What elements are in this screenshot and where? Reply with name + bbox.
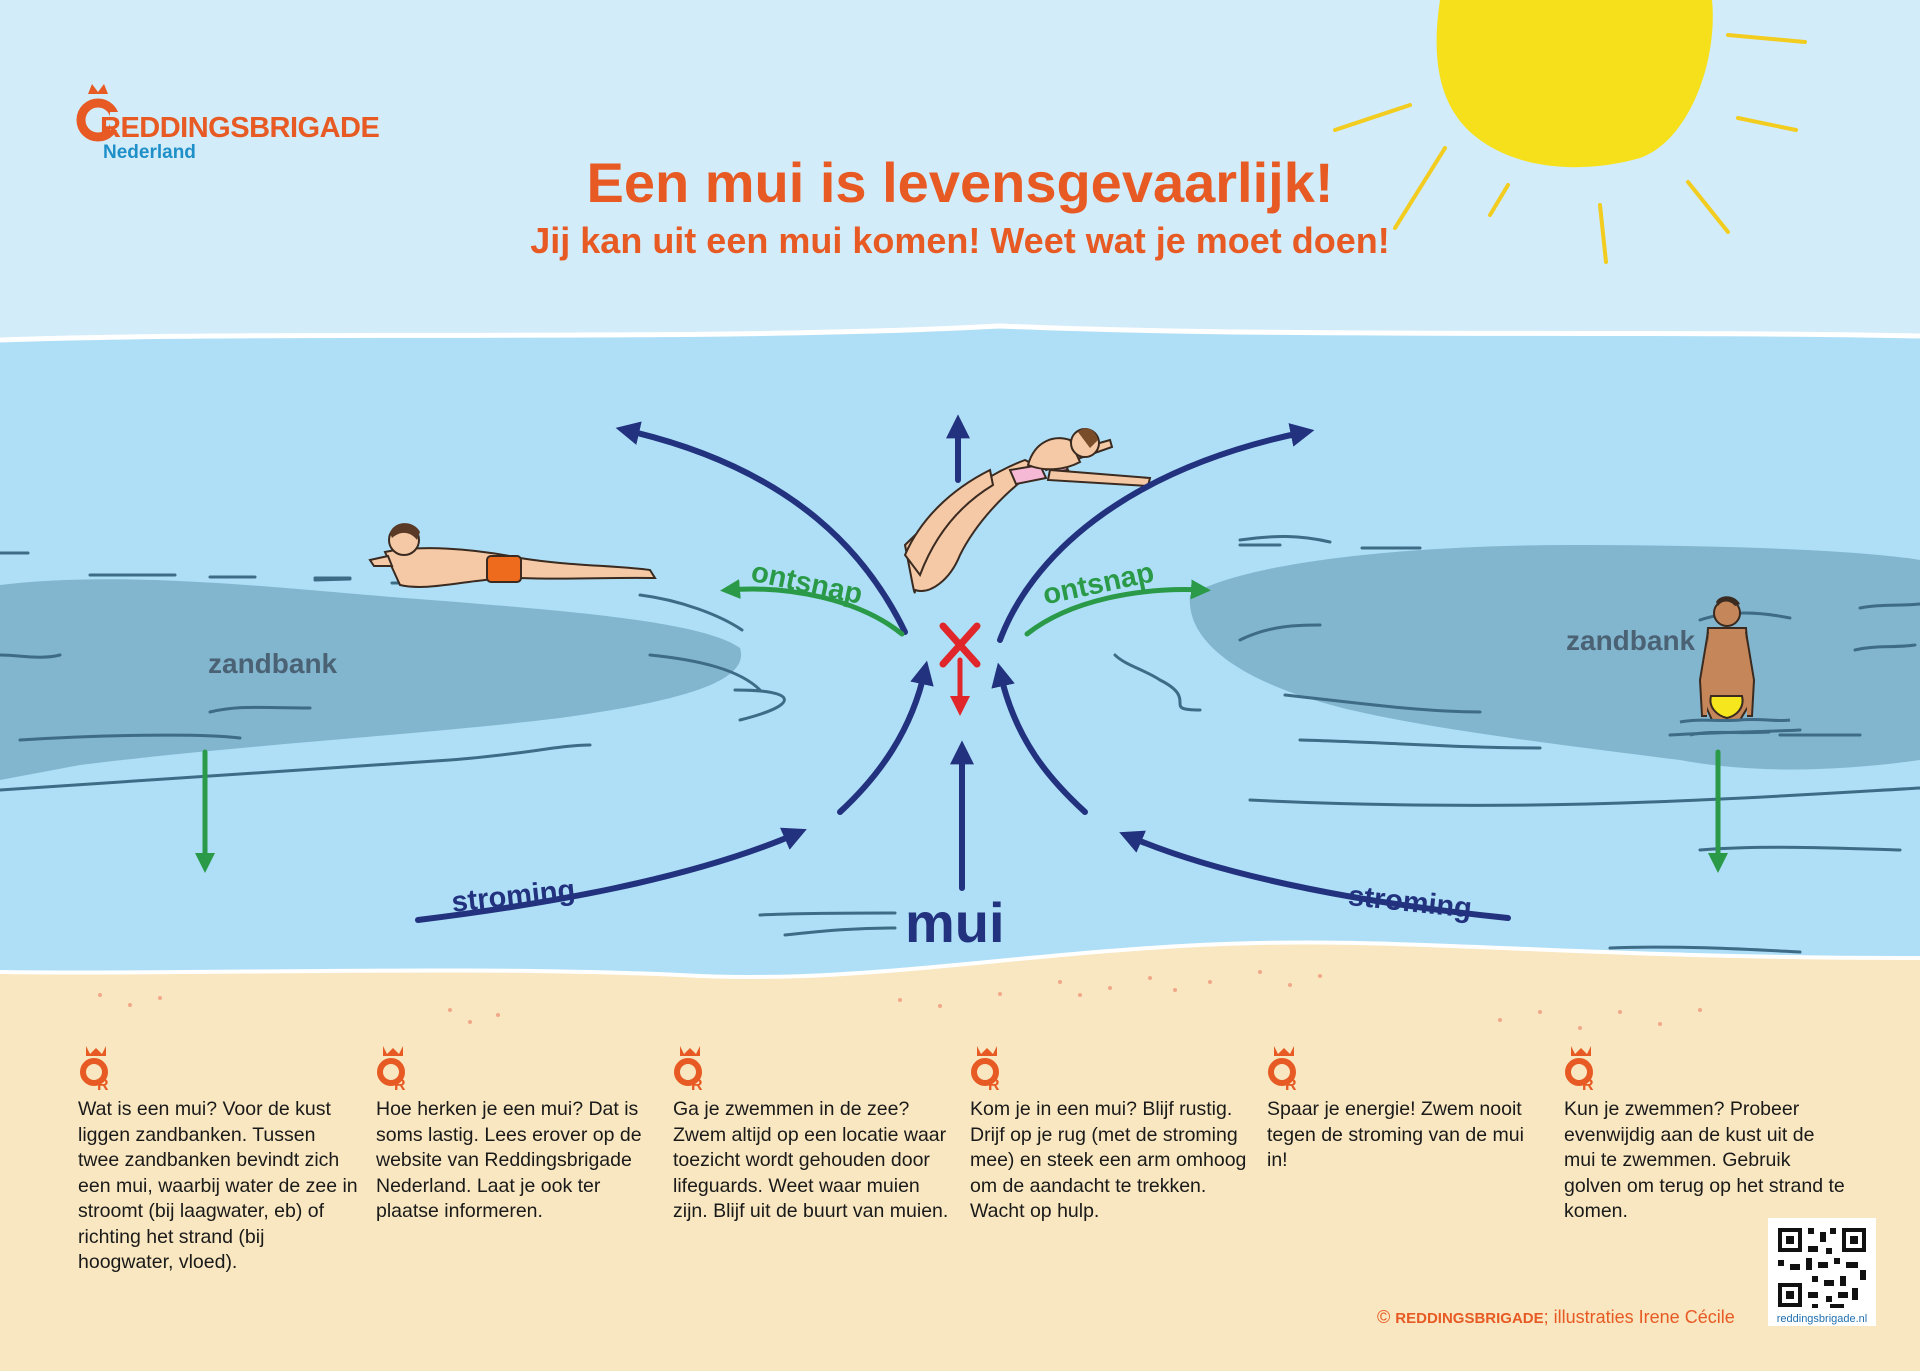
escape-label-right: ontsnap: [1040, 556, 1157, 612]
svg-text:R: R: [394, 1077, 406, 1094]
copyright-symbol: ©: [1377, 1307, 1391, 1327]
info-text: Hoe herken je een mui? Dat is soms lastig. Lees erover op de website van Reddingsbrigade Nederland. Laat je ook ter plaatse informeren.: [376, 1098, 642, 1222]
info-block-6: [1564, 1045, 1846, 1225]
escape-label-left: ontsnap: [748, 556, 866, 611]
svg-text:R: R: [97, 1077, 109, 1094]
info-text: Kom je in een mui? Blijf rustig. Drijf op je rug (met de stroming mee) en steek een arm omhoog om de aandacht te trekken. Wacht op hulp.: [970, 1098, 1247, 1222]
info-text: Ga je zwemmen in de zee? Zwem altijd op een locatie waar toezicht wordt gehouden door lifeguards. Weet waar muien zijn. Blijf uit de buurt van muien.: [673, 1098, 949, 1222]
info-block-3: [673, 1045, 955, 1225]
svg-text:R: R: [1582, 1077, 1594, 1094]
current-label-right: stroming: [1346, 880, 1474, 925]
qr-caption: reddingsbrigade.nl: [1776, 1313, 1868, 1325]
svg-text:R: R: [1285, 1077, 1297, 1094]
info-block-1: [78, 1045, 360, 1276]
credit-brand: REDDINGSBRIGADE: [1395, 1310, 1544, 1327]
logo-country: Nederland: [103, 142, 196, 163]
sandbank-label-right: zandbank: [1566, 625, 1696, 656]
rip-current-label: mui: [905, 891, 1005, 954]
logo-wordmark: REDDINGSBRIGADE: [100, 112, 380, 144]
current-label-left: stroming: [450, 874, 577, 919]
info-text: Wat is een mui? Voor de kust liggen zandbanken. Tussen twee zandbanken bevindt zich een mui, waarbij water de zee in stroomt (bij laagwater, eb) of richting het strand (bij hoogwater, vloed).: [78, 1098, 358, 1273]
svg-text:R: R: [988, 1077, 1000, 1094]
info-block-4: [970, 1045, 1252, 1225]
page-title: Een mui is levensgevaarlijk!: [586, 151, 1334, 214]
page-subtitle: Jij kan uit een mui komen! Weet wat je moet doen!: [530, 220, 1390, 261]
credit-line: [1377, 1307, 1735, 1328]
info-block-2: [376, 1045, 658, 1225]
svg-text:R: R: [691, 1077, 703, 1094]
info-text: Kun je zwemmen? Probeer evenwijdig aan de kust uit de mui te zwemmen. Gebruik golven om terug op het strand te komen.: [1564, 1098, 1845, 1222]
info-block-5: [1267, 1045, 1549, 1174]
sandbank-label-left: zandbank: [208, 648, 338, 679]
info-text: Spaar je energie! Zwem nooit tegen de stroming van de mui in!: [1267, 1098, 1524, 1171]
qr-code-icon: [1768, 1218, 1876, 1326]
credit-illustrator: ; illustraties Irene Cécile: [1543, 1307, 1735, 1327]
